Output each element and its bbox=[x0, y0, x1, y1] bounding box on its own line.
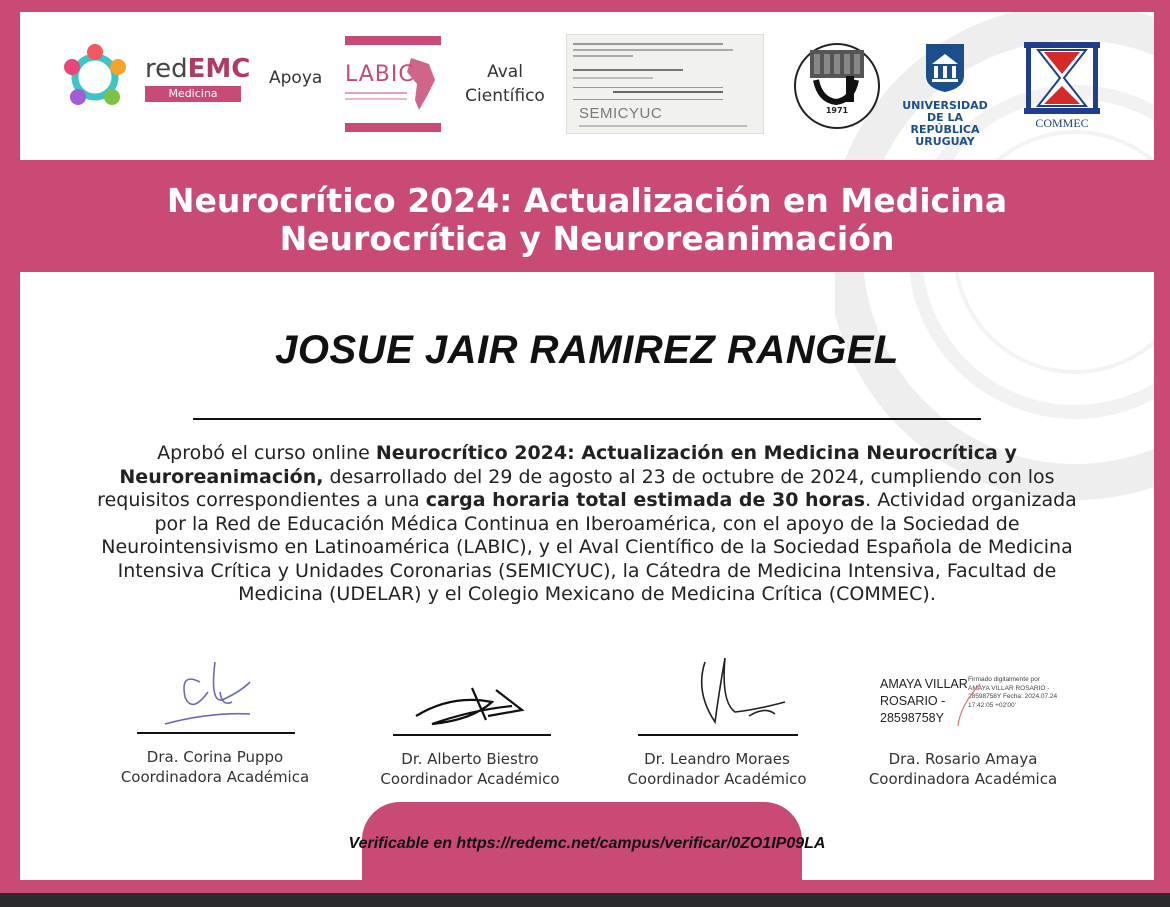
redemc-logo bbox=[60, 42, 251, 116]
body-p3: . Actividad organizada por la Red de Educación Médica Continua en Iberoamérica, con el apoyo de la Sociedad de Neurointensivismo en Latinoamérica (LABIC), y el Aval Científico de la Sociedad Española de Medicina Intensiva Crítica y Unidades Coronarias (SEMICYUC), la Cátedra de Medicina Intensiva, Facultad de Medicina (UDELAR) y el Colegio Mexicano de Medicina Crítica (COMMEC). bbox=[101, 489, 1077, 605]
labic-text: LABIC bbox=[345, 62, 415, 87]
udelar-logo bbox=[895, 42, 995, 148]
certificate-body bbox=[20, 12, 1154, 880]
signature-line-puppo bbox=[137, 732, 295, 734]
signer-amaya-name: Dra. Rosario Amaya bbox=[888, 750, 1038, 768]
aval-label bbox=[460, 60, 550, 108]
course-title bbox=[20, 182, 1154, 258]
labic-logo bbox=[345, 36, 441, 132]
signer-moraes-name: Dr. Leandro Moraes bbox=[644, 750, 790, 768]
course-title-line1: Neurocrítico 2024: Actualización en Medicina bbox=[166, 181, 1008, 220]
signer-moraes-role: Coordinador Académico bbox=[627, 770, 807, 788]
digital-name-line3: 28598758Y bbox=[880, 711, 944, 725]
semicyuc-text: SEMICYUC bbox=[579, 105, 663, 122]
signer-biestro-name: Dr. Alberto Biestro bbox=[401, 750, 539, 768]
apoya-label: Apoya bbox=[269, 68, 323, 88]
signer-moraes bbox=[602, 749, 832, 789]
catedra-logo bbox=[790, 40, 884, 132]
signature-line-biestro bbox=[393, 734, 551, 736]
signature-biestro-icon bbox=[412, 680, 532, 736]
commec-logo bbox=[1020, 40, 1104, 134]
signature-mark-icon bbox=[950, 682, 990, 728]
course-title-line2: Neurocrítica y Neuroreanimación bbox=[279, 219, 895, 258]
name-underline bbox=[193, 418, 981, 420]
certificate-text bbox=[90, 442, 1084, 607]
body-course: Neurocrítico 2024: Actualización en Medicina Neurocrítica y Neuroreanimación, bbox=[119, 442, 1017, 488]
signer-biestro-role: Coordinador Académico bbox=[380, 770, 560, 788]
udelar-line3: URUGUAY bbox=[915, 135, 975, 148]
digital-signature bbox=[880, 676, 1056, 728]
signature-moraes-icon bbox=[675, 652, 795, 738]
redemc-people-icon bbox=[60, 42, 130, 112]
signer-puppo-role: Coordinadora Académica bbox=[120, 768, 310, 786]
recipient-name: JOSUE JAIR RAMIREZ RANGEL bbox=[275, 328, 899, 372]
redemc-subtitle: Medicina Intensiva bbox=[145, 86, 241, 102]
body-p2: desarrollado del 29 de agosto al 23 de octubre de 2024, cumpliendo con los requisitos correspondientes a una bbox=[97, 465, 1055, 511]
udelar-line2: DE LA REPÚBLICA bbox=[910, 111, 980, 136]
catedra-year: 1971 bbox=[825, 106, 849, 115]
aval-line1: Aval bbox=[487, 62, 523, 82]
digital-name-line2: ROSARIO - bbox=[880, 694, 946, 708]
signer-puppo bbox=[100, 747, 330, 787]
udelar-building-icon bbox=[922, 42, 968, 92]
digital-note: Firmado digitalmente por AMAYA VILLAR ROSARIO - 28598758Y Fecha: 2024.07.24 17:42:05 +02'00' bbox=[968, 676, 1058, 709]
body-hours: carga horaria total estimada de 30 horas bbox=[425, 489, 866, 511]
signature-line-moraes bbox=[638, 734, 798, 736]
signer-amaya bbox=[848, 749, 1078, 789]
commec-text: COMMEC bbox=[1035, 116, 1089, 130]
semicyuc-document bbox=[566, 34, 764, 134]
verification-link[interactable]: Verificable en https://redemc.net/campus/verificar/0ZO1IP09LA bbox=[348, 835, 826, 852]
hourglass-icon bbox=[1020, 40, 1104, 116]
signer-puppo-name: Dra. Corina Puppo bbox=[146, 748, 284, 766]
udelar-line1: UNIVERSIDAD bbox=[902, 99, 988, 112]
signer-biestro bbox=[355, 749, 585, 789]
body-p1: Aprobó el curso online bbox=[157, 442, 376, 464]
digital-name-line1: AMAYA VILLAR bbox=[880, 677, 968, 691]
catedra-seal-icon bbox=[790, 40, 884, 132]
signature-puppo-icon bbox=[160, 652, 260, 732]
redemc-brand: redEMC bbox=[145, 54, 251, 84]
signer-amaya-role: Coordinadora Académica bbox=[868, 770, 1058, 788]
aval-line2: Científico bbox=[465, 86, 545, 106]
